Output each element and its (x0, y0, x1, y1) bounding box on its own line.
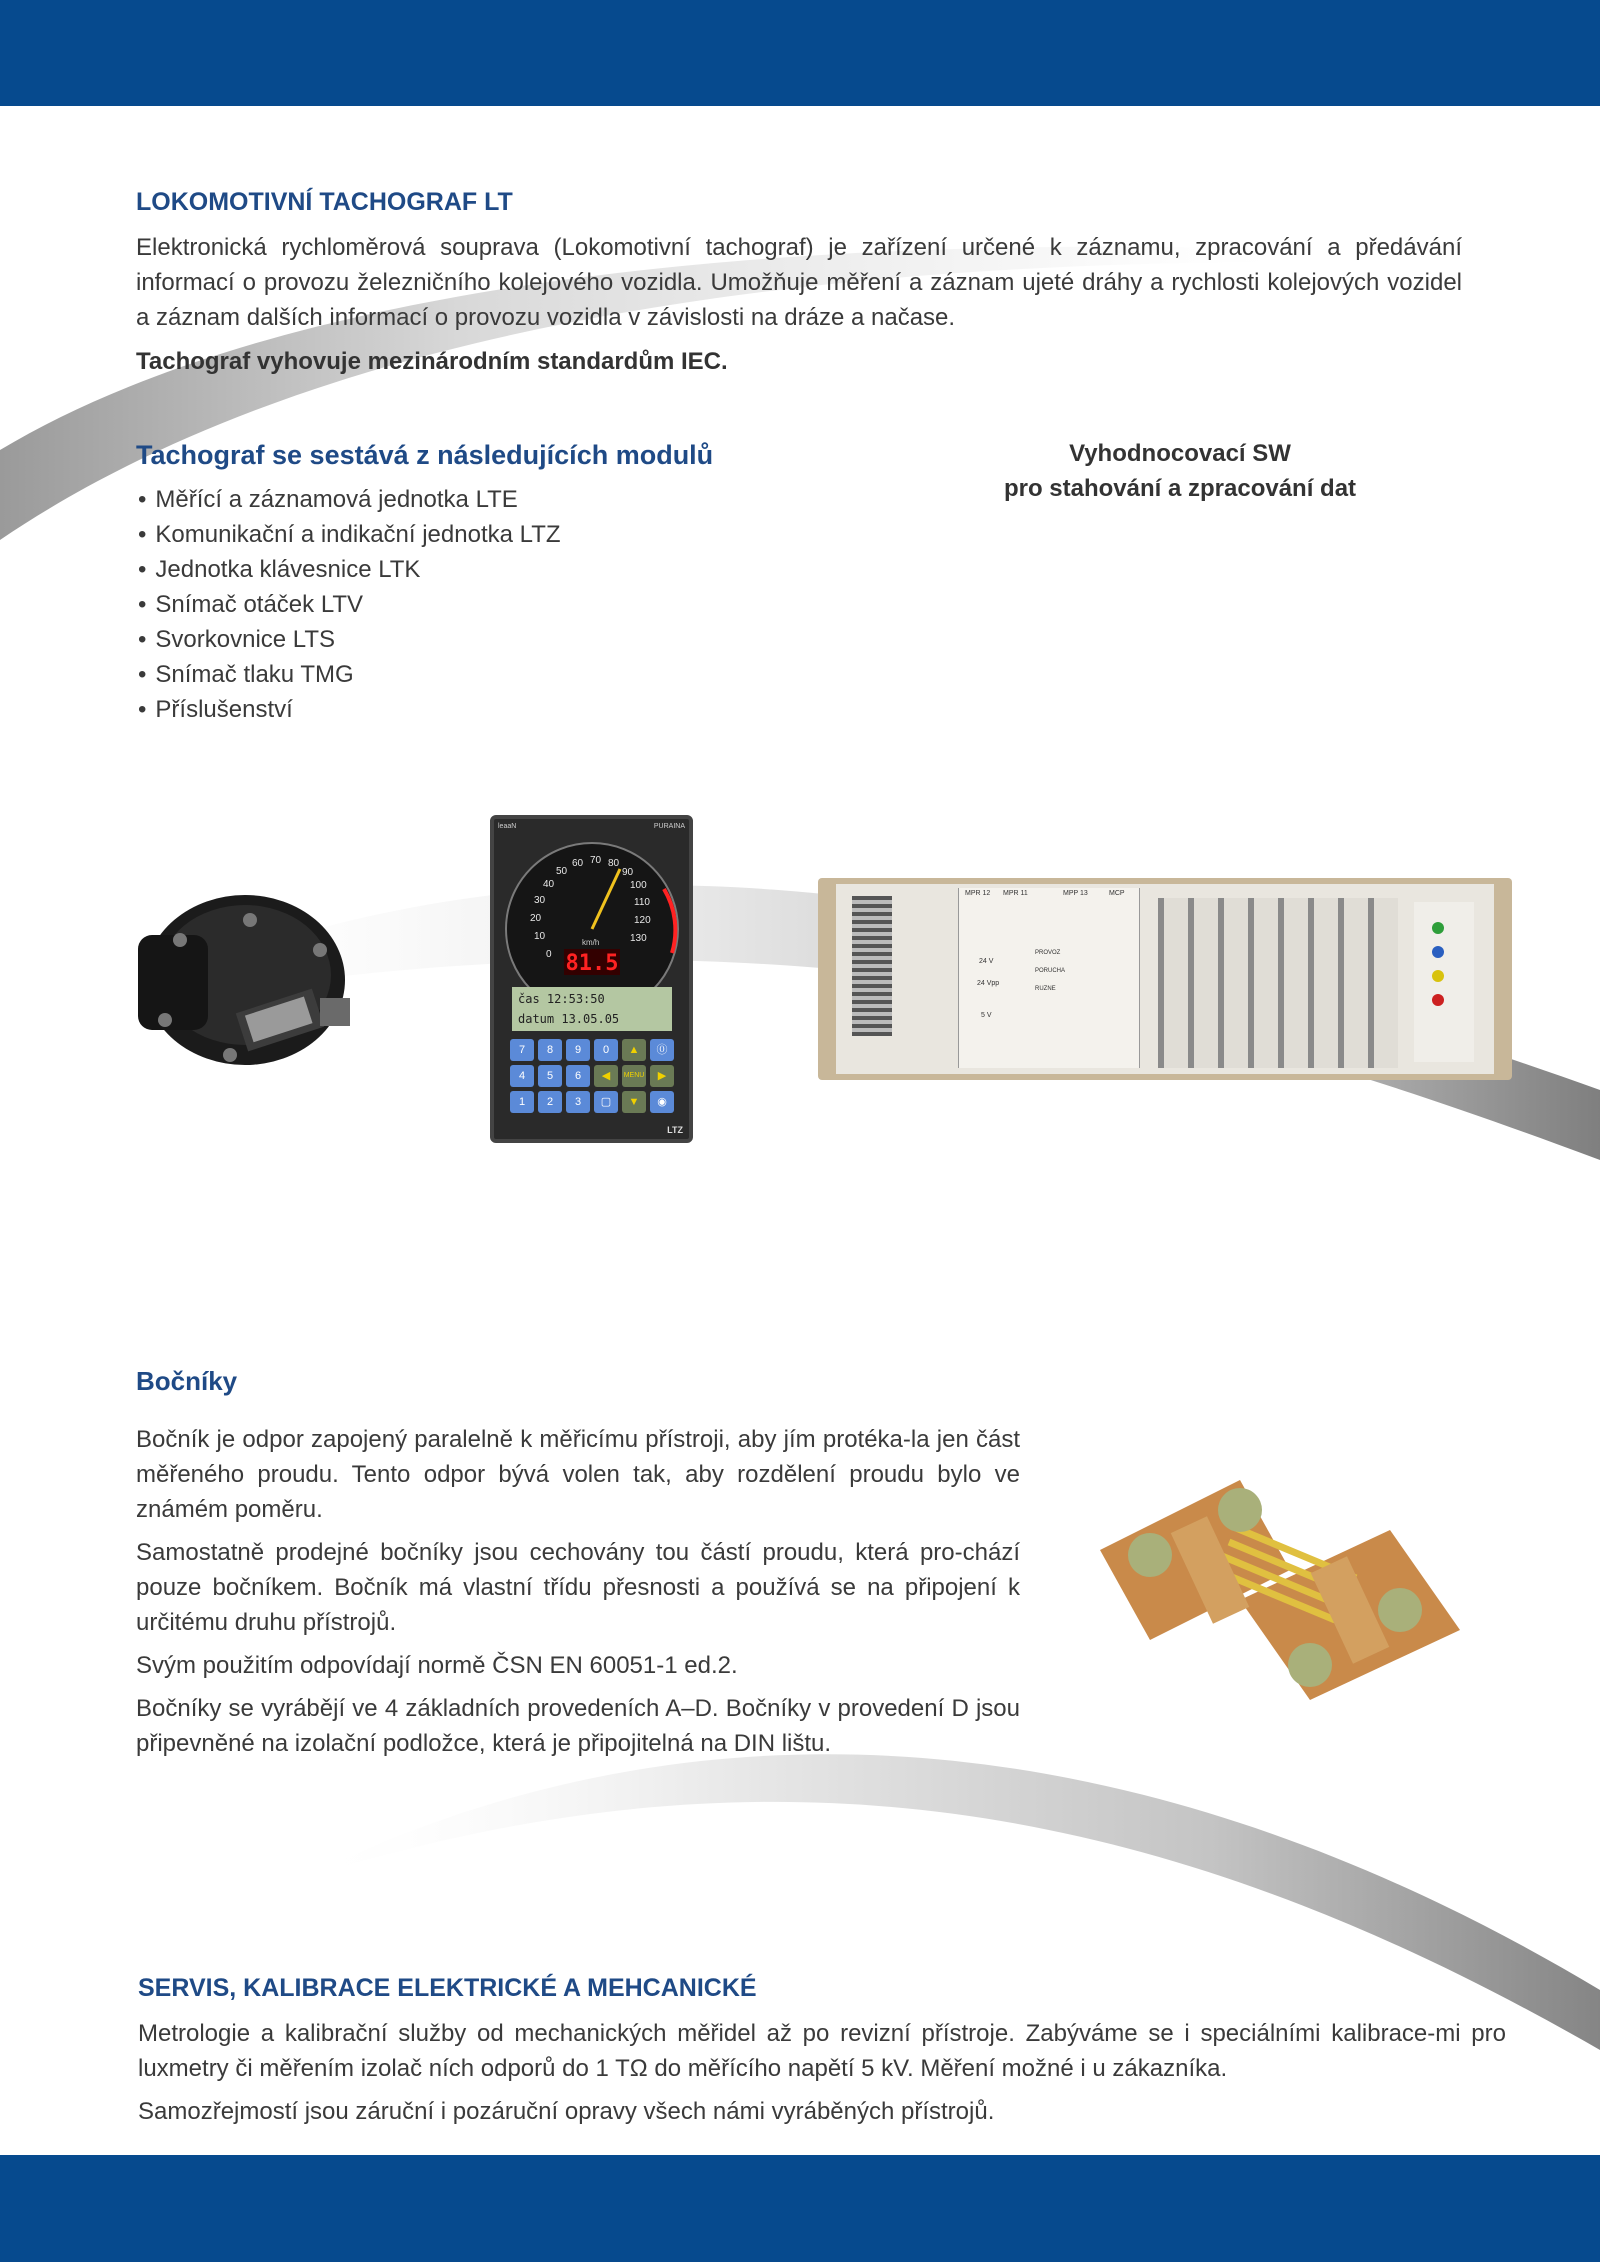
module-label: MPR 12 (965, 890, 991, 897)
dial-tick: 60 (572, 858, 584, 869)
key-4: 4 (510, 1065, 534, 1087)
sw-caption-line1: Vyhodnocovací SW (1069, 440, 1291, 467)
rack-unit-photo (818, 878, 1512, 1080)
dial-unit: km/h (582, 938, 600, 947)
module-label: MPR 11 (1003, 890, 1028, 897)
module-label: MCP (1109, 890, 1125, 897)
dial-tick: 130 (630, 933, 647, 944)
list-item: • Komunikační a indikační jednotka LTZ (138, 517, 561, 552)
modules-title: Tachograf se sestává z následujících modulů (136, 440, 714, 470)
keypad (510, 1039, 678, 1113)
list-item: • Příslušenství (138, 692, 561, 727)
section3-body (138, 2016, 1506, 2129)
key-5: 5 (538, 1065, 562, 1087)
key-info-icon: ⓪ (650, 1039, 674, 1061)
tachograph-display-photo (490, 815, 693, 1143)
volt-label: 5 V (981, 1012, 992, 1019)
led-yellow-icon (1432, 970, 1444, 982)
display-logo: LTZ (667, 1125, 683, 1135)
key-6: 6 (566, 1065, 590, 1087)
key-right-icon: ▶ (650, 1065, 674, 1087)
section2-paragraph: Samostatně prodejné bočníky jsou cechovány tou částí proudu, která pro-chází pouze bočníkem. Bočník má vlastní třídu přesnosti a používá se na připojení k určitému druhu přístrojů. (136, 1539, 1020, 1636)
section2-paragraph: Bočníky se vyrábějí ve 4 základních provedeních A–D. Bočníky v provedení D jsou připevněné na izolační podložce, která je připojitelná na DIN lištu. (136, 1695, 1020, 1757)
sw-caption-line2: pro stahování a zpracování dat (1003, 475, 1357, 502)
dial-tick: 100 (630, 880, 647, 891)
section3-paragraph: Metrologie a kalibrační služby od mechanických měřidel až po revizní přístroje. Zabýváme se i speciálními kalibrace-mi pro luxmetry či měřením izolač ních odporů do 1 TΩ do měřícího napětí 5 kV. Měření možné i u zákazníka. (138, 2020, 1506, 2082)
section2-paragraph: Svým použitím odpovídají normě ČSN EN 60051-1 ed.2. (136, 1652, 738, 1679)
section1-title: LOKOMOTIVNÍ TACHOGRAF LT (136, 188, 513, 216)
led-red-icon (1432, 994, 1444, 1006)
dial-tick: 40 (543, 879, 555, 890)
dial-tick: 80 (608, 858, 620, 869)
key-menu: MENU (622, 1065, 646, 1087)
key-ok-icon: ◉ (650, 1091, 674, 1113)
dial-tick: 120 (634, 915, 651, 926)
lcd-time-label: čas (518, 992, 540, 1006)
speedometer-dial (498, 829, 686, 989)
section3-title: SERVIS, KALIBRACE ELEKTRICKÉ A MEHCANICKÉ (138, 1974, 757, 2002)
lcd-date-value: 13.05.05 (561, 1012, 620, 1026)
led-blue-icon (1432, 946, 1444, 958)
list-item: • Jednotka klávesnice LTK (138, 552, 561, 587)
key-8: 8 (538, 1039, 562, 1061)
key-down-icon: ▼ (622, 1091, 646, 1113)
dial-tick: 30 (534, 895, 546, 906)
section2-title: Bočníky (136, 1366, 238, 1396)
dial-tick: 50 (556, 866, 568, 877)
key-left-icon: ◀ (594, 1065, 618, 1087)
dial-tick: 70 (590, 855, 602, 866)
rack-slots (1158, 898, 1398, 1068)
dial-tick: 20 (530, 913, 542, 924)
speed-readout: 81.5 (565, 951, 619, 976)
rack-connector (852, 896, 892, 1036)
volt-label: 24 V (979, 958, 994, 965)
list-item: • Snímač tlaku TMG (138, 657, 561, 692)
section3-paragraph: Samozřejmostí jsou záruční i pozáruční opravy všech námi vyráběných přístrojů. (138, 2098, 995, 2125)
dial-tick: 110 (634, 897, 650, 908)
footer-band (0, 2155, 1600, 2262)
dial-tick: 90 (622, 867, 634, 878)
volt-label: 24 Vpp (977, 980, 1000, 987)
key-7: 7 (510, 1039, 534, 1061)
status-label: PROVOZ (1035, 950, 1061, 956)
display-brand-left: leaaN (498, 823, 517, 830)
key-1: 1 (510, 1091, 534, 1113)
display-brand-right: PURAINA (653, 823, 685, 830)
key-2: 2 (538, 1091, 562, 1113)
modules-list (138, 482, 561, 727)
lcd-date-label: datum (518, 1012, 555, 1026)
speed-sensor-photo (120, 880, 360, 1090)
section2-paragraph: Bočník je odpor zapojený paralelně k měřicímu přístroji, aby jím protéka-la jen část měřeného proudu. Tento odpor bývá volen tak, aby rozdělení proudu bylo ve známém poměru. (136, 1426, 1020, 1523)
list-item: • Svorkovnice LTS (138, 622, 561, 657)
shunt-photo (1090, 1460, 1470, 1720)
led-green-icon (1432, 922, 1444, 934)
key-window-icon: ▢ (594, 1091, 618, 1113)
sw-caption (960, 436, 1400, 506)
section1-standard: Tachograf vyhovuje mezinárodním standardům IEC. (136, 348, 728, 375)
section1-intro: Elektronická rychloměrová souprava (Lokomotivní tachograf) je zařízení určené k záznamu, zpracování a předávání informací o provozu železničního kolejového vozidla. Umožňuje měření a záznam ujeté dráhy a rychlosti kolejových vozidel a záznam dalších informací o provozu vozidla v závislosti na dráze a načase. (136, 234, 1462, 331)
lcd-screen (512, 987, 672, 1031)
rack-status-module (1414, 902, 1474, 1062)
status-label: RUZNE (1035, 986, 1056, 992)
key-0: 0 (594, 1039, 618, 1061)
key-3: 3 (566, 1091, 590, 1113)
list-item: • Snímač otáček LTV (138, 587, 561, 622)
section2-body (136, 1422, 1020, 1761)
lcd-time-value: 12:53:50 (546, 992, 605, 1006)
list-item: • Měřící a záznamová jednotka LTE (138, 482, 561, 517)
dial-tick: 10 (534, 931, 546, 942)
rack-module-panel (958, 888, 1140, 1068)
dial-tick: 0 (546, 949, 552, 960)
status-label: PORUCHA (1035, 968, 1066, 974)
key-up-icon: ▲ (622, 1039, 646, 1061)
module-label: MPP 13 (1063, 890, 1088, 897)
key-9: 9 (566, 1039, 590, 1061)
